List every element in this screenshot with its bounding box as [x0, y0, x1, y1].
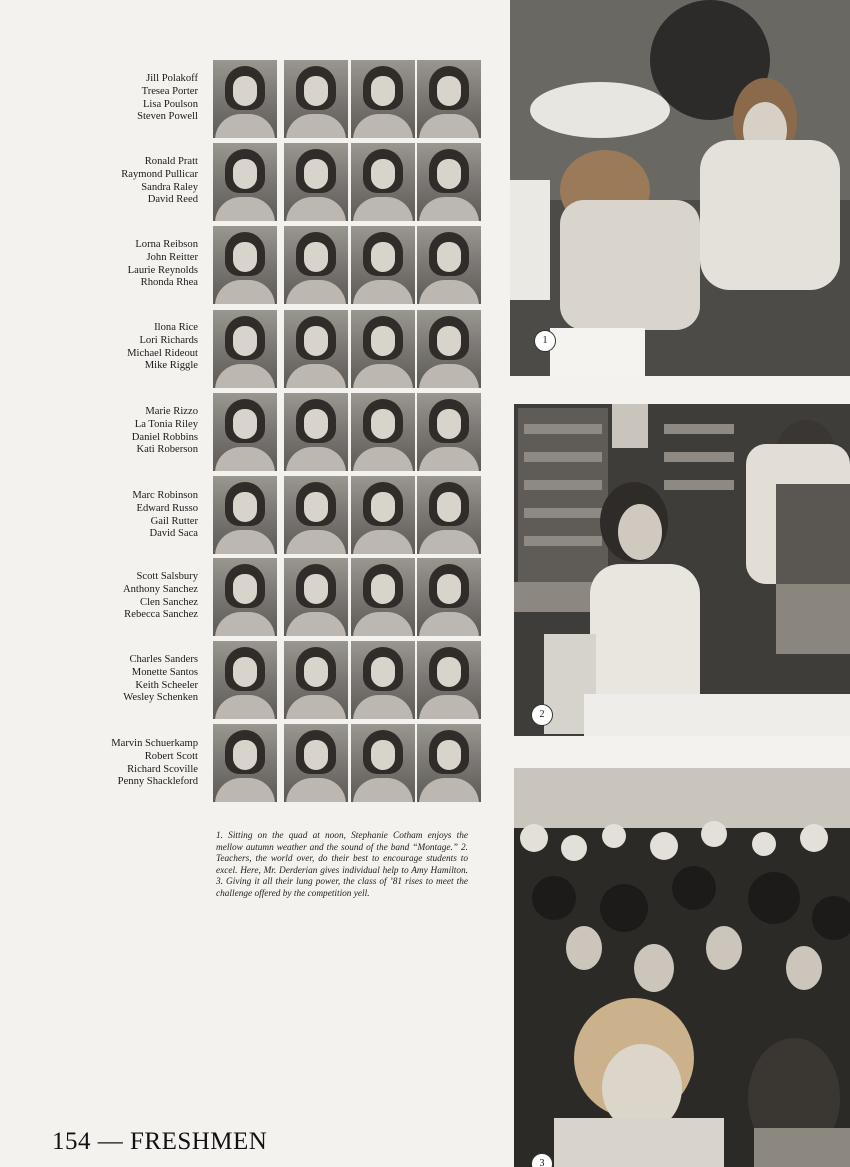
- student-name: Robert Scott: [144, 750, 198, 762]
- student-name: Laurie Reynolds: [127, 264, 198, 276]
- student-portrait: [284, 60, 348, 138]
- student-name: Lorna Reibson: [135, 239, 198, 250]
- student-portrait: [417, 476, 481, 554]
- photo-number-badge: 1: [534, 330, 556, 352]
- student-name: Marie Rizzo: [145, 406, 198, 417]
- student-name: Lori Richards: [139, 334, 198, 346]
- student-name: Monette Santos: [131, 666, 198, 678]
- student-portrait: [351, 60, 415, 138]
- student-name: La Tonia Riley: [134, 418, 198, 430]
- student-name: Marc Robinson: [132, 490, 198, 501]
- name-group: [60, 571, 198, 622]
- student-portrait: [213, 226, 277, 304]
- student-portrait: [351, 558, 415, 636]
- student-portrait: [284, 393, 348, 471]
- name-group: [60, 738, 198, 789]
- student-portrait: [213, 724, 277, 802]
- student-name: Mike Riggle: [144, 360, 198, 372]
- student-name: John Reitter: [146, 251, 198, 263]
- student-name: Lisa Poulson: [142, 98, 198, 110]
- student-portrait: [351, 310, 415, 388]
- student-portrait: [213, 558, 277, 636]
- student-portrait: [351, 641, 415, 719]
- photo-crowd: [514, 768, 850, 1167]
- student-name: Michael Rideout: [127, 347, 198, 359]
- photo-number-badge: 3: [531, 1153, 553, 1167]
- student-portrait: [284, 226, 348, 304]
- name-group: [60, 322, 198, 373]
- photo-caption: 1. Sitting on the quad at noon, Stephanie Cotham enjoys the mellow autumn weather and the sound of the band “Montage.” 2. Teachers, the world over, do their best to encourage students to excel. Here, Mr. Derderian gives individual help to Amy Hamilton. 3. Giving it all their lung power, the class of ’81 rises to meet the challenge offered by the competition yell.: [216, 831, 468, 899]
- student-portrait: [417, 393, 481, 471]
- student-portrait: [351, 226, 415, 304]
- student-name: Ronald Pratt: [144, 156, 198, 167]
- student-name: Richard Scoville: [127, 763, 198, 775]
- student-portrait: [284, 310, 348, 388]
- student-name: Scott Salsbury: [136, 571, 198, 582]
- page-number: 154: [52, 1128, 91, 1155]
- student-name: Marvin Schuerkamp: [111, 738, 198, 749]
- student-portrait: [351, 393, 415, 471]
- student-portrait: [284, 476, 348, 554]
- student-portrait: [213, 641, 277, 719]
- student-name: Tresea Porter: [141, 85, 198, 97]
- student-name: Jill Polakoff: [146, 73, 198, 84]
- photo-number-badge: 2: [531, 704, 553, 726]
- photo-library-image: [514, 404, 850, 736]
- student-name: Sandra Raley: [141, 181, 198, 193]
- student-name: Edward Russo: [136, 502, 198, 514]
- student-name: David Reed: [147, 194, 198, 206]
- student-name: Daniel Robbins: [131, 431, 198, 443]
- student-portrait: [351, 724, 415, 802]
- student-name: Penny Shackleford: [117, 776, 198, 788]
- photo-library: [514, 404, 850, 736]
- student-portrait: [417, 641, 481, 719]
- student-name: Rebecca Sanchez: [124, 609, 198, 621]
- student-name: Gail Rutter: [150, 515, 198, 527]
- student-portrait: [417, 226, 481, 304]
- name-group: [60, 239, 198, 290]
- student-portrait: [417, 143, 481, 221]
- student-name: David Saca: [149, 528, 198, 540]
- section-title: FRESHMEN: [130, 1128, 268, 1155]
- student-name: Rhonda Rhea: [140, 277, 198, 289]
- name-group: [60, 156, 198, 207]
- photo-quad: [510, 0, 850, 376]
- student-portrait: [417, 310, 481, 388]
- name-group: [60, 406, 198, 457]
- name-group: [60, 490, 198, 541]
- student-portrait: [417, 60, 481, 138]
- student-name: Clen Sanchez: [140, 596, 198, 608]
- student-portrait: [284, 724, 348, 802]
- student-portrait: [213, 393, 277, 471]
- student-portrait: [213, 60, 277, 138]
- student-portrait: [213, 476, 277, 554]
- student-name: Ilona Rice: [154, 322, 198, 333]
- student-portrait: [417, 558, 481, 636]
- name-group: [60, 73, 198, 124]
- student-name: Kati Roberson: [136, 444, 198, 456]
- student-portrait: [351, 476, 415, 554]
- student-portrait: [213, 143, 277, 221]
- photo-crowd-image: [514, 768, 850, 1167]
- photo-quad-image: [510, 0, 850, 376]
- student-name: Wesley Schenken: [123, 692, 198, 704]
- student-portrait: [284, 558, 348, 636]
- student-portrait: [351, 143, 415, 221]
- student-name: Keith Scheeler: [135, 679, 198, 691]
- page-folio: [52, 1128, 267, 1156]
- student-name: Steven Powell: [137, 111, 198, 123]
- student-portrait: [284, 143, 348, 221]
- name-group: [60, 654, 198, 705]
- student-portrait: [213, 310, 277, 388]
- folio-separator: —: [97, 1128, 124, 1155]
- student-portrait: [284, 641, 348, 719]
- student-name: Raymond Pullicar: [121, 168, 198, 180]
- student-portrait: [417, 724, 481, 802]
- student-name: Anthony Sanchez: [122, 583, 198, 595]
- student-name: Charles Sanders: [129, 654, 198, 665]
